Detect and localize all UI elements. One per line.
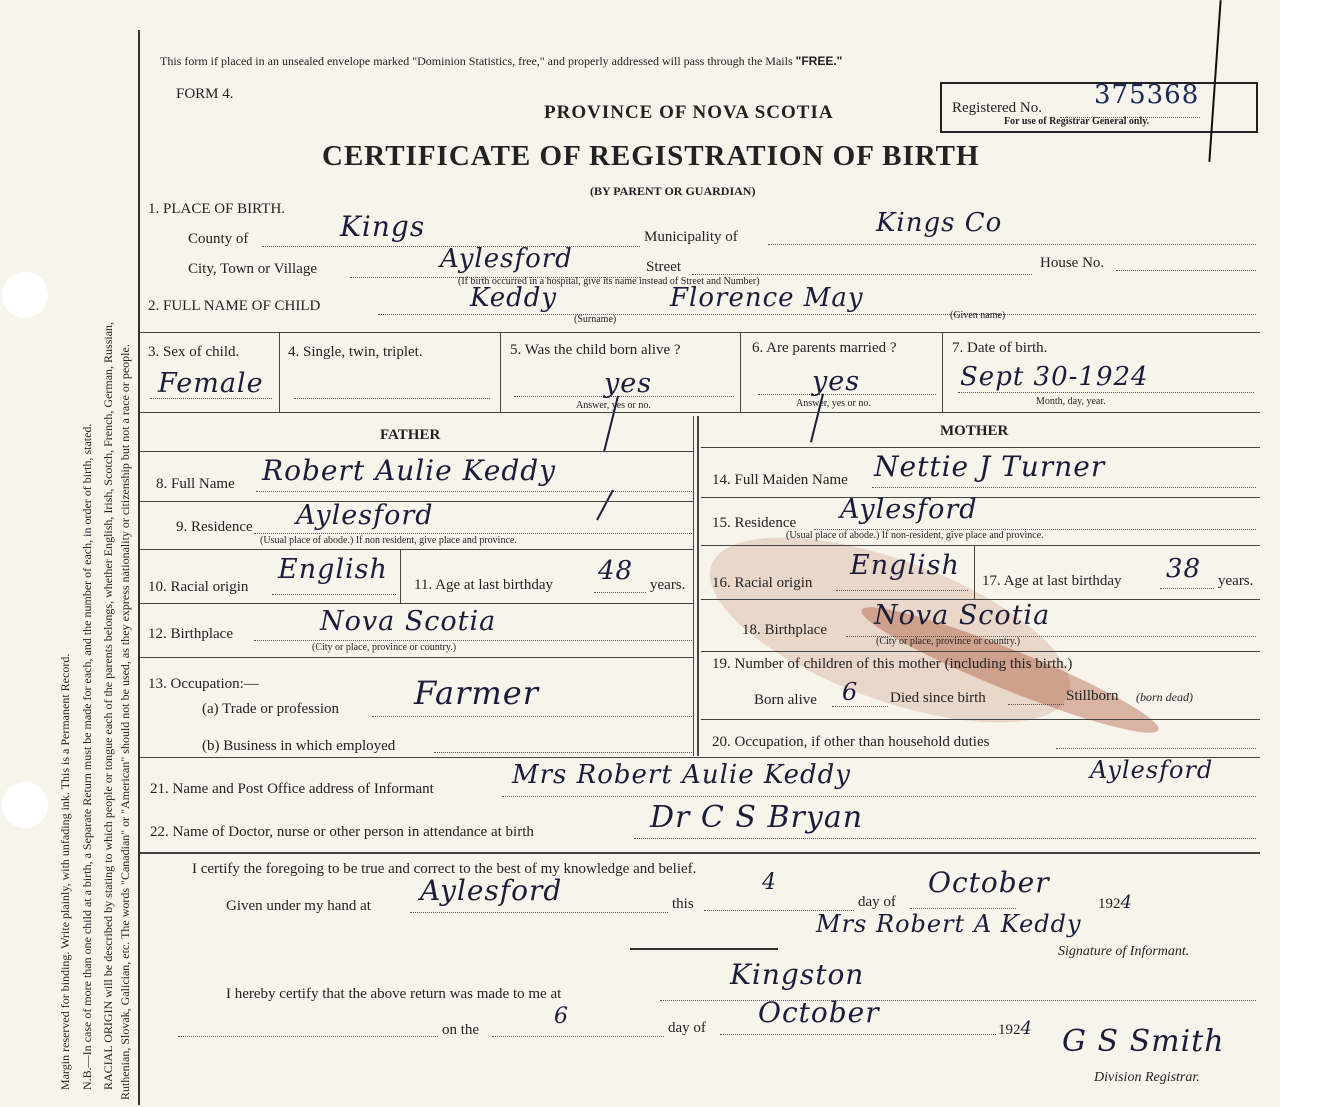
city-label: City, Town or Village <box>188 261 318 277</box>
mother-age-value: 38 <box>1166 554 1202 584</box>
father-residence-label: 9. Residence <box>176 519 253 535</box>
mother-age-label: 17. Age at last birthday <box>982 573 1122 589</box>
certify-statement: I certify the foregoing to be true and correct to the best of my knowledge and belief. <box>192 861 697 877</box>
sex-value: Female <box>158 368 264 399</box>
father-racial-origin-label: 10. Racial origin <box>148 579 249 595</box>
stillborn-label: Stillborn <box>1066 688 1119 704</box>
died-since-birth-line <box>1008 704 1064 705</box>
father-racial-origin-line <box>272 594 396 595</box>
informant-signature-label: Signature of Informant. <box>1058 944 1190 959</box>
certify-month-line <box>910 908 1016 909</box>
informant-signature: Mrs Robert A Keddy <box>816 910 1082 938</box>
form-number: FORM 4. <box>176 86 234 102</box>
parents-column-divider-inner <box>693 416 694 756</box>
child-given-name-value: Florence May <box>670 283 864 313</box>
father-age-value: 48 <box>598 556 634 586</box>
given-under-hand-label: Given under my hand at <box>226 898 371 914</box>
registrar-signature: G S Smith <box>1062 1024 1225 1059</box>
certification-rule <box>140 852 1260 854</box>
scan-edge <box>1280 0 1320 1107</box>
certificate-subtitle: (BY PARENT OR GUARDIAN) <box>590 184 756 198</box>
father-heading: FATHER <box>380 427 441 443</box>
mother-racial-origin-label: 16. Racial origin <box>712 575 813 591</box>
informant-name-value: Mrs Robert Aulie Keddy <box>512 760 851 790</box>
mother-abode-note: (Usual place of abode.) If non-resident, give place and province. <box>786 530 1044 541</box>
stillborn-note: (born dead) <box>1136 690 1193 704</box>
margin-note-nationality: Ruthenian, Slovak, Galician, etc. The words "Canadian" or "American" should not be used, as they express nationality or citizenship but not a race or people. <box>118 344 132 1100</box>
certify-day-of-label: day of <box>858 894 896 910</box>
given-place-line <box>410 912 668 913</box>
born-alive-value: yes <box>604 368 653 399</box>
father-age-years: years. <box>650 577 686 593</box>
born-alive-note: Answer, yes or no. <box>576 400 651 411</box>
father-age-line <box>594 592 646 593</box>
mother-residence-rule <box>701 545 1260 546</box>
father-birthplace-value: Nova Scotia <box>320 606 497 637</box>
mother-age-line <box>1160 588 1214 589</box>
informant-address-value: Aylesford <box>1090 756 1214 784</box>
plurality-label: 4. Single, twin, triplet. <box>288 344 423 360</box>
house-number-label: House No. <box>1040 255 1105 271</box>
parents-married-label: 6. Are parents married ? <box>752 340 897 356</box>
mother-racial-origin-value: English <box>850 550 960 581</box>
father-birthplace-rule <box>140 657 693 658</box>
mother-occupation-line <box>1056 748 1256 749</box>
mother-birthplace-value: Nova Scotia <box>874 600 1051 631</box>
father-residence-line <box>254 533 692 534</box>
father-trade-value: Farmer <box>414 674 539 712</box>
municipality-value: Kings Co <box>876 208 1003 238</box>
this-label: this <box>672 896 694 912</box>
street-line <box>692 274 1032 275</box>
mother-residence-label: 15. Residence <box>712 515 797 531</box>
registrar-day-line <box>492 1036 664 1037</box>
registrar-place-line <box>660 1000 1256 1001</box>
born-alive-count-value: 6 <box>842 678 859 706</box>
street-note: (If birth occurred in a hospital, give its name instead of Street and Number) <box>458 276 760 287</box>
mother-birthplace-rule <box>701 651 1260 652</box>
doctor-label: 22. Name of Doctor, nurse or other person in attendance at birth <box>150 824 534 840</box>
mother-residence-value: Aylesford <box>840 494 978 525</box>
father-trade-label: (a) Trade or profession <box>202 701 340 717</box>
father-abode-note: (Usual place of abode.) If non resident, give place and province. <box>260 535 517 546</box>
father-racial-rule <box>140 603 693 604</box>
parents-married-value: yes <box>812 366 861 397</box>
certificate-title: CERTIFICATE OF REGISTRATION OF BIRTH <box>322 140 980 172</box>
municipality-line <box>768 244 1256 245</box>
registrar-place-value: Kingston <box>730 958 865 991</box>
mother-name-label: 14. Full Maiden Name <box>712 472 848 488</box>
registrar-statement: I hereby certify that the above return was made to me at <box>226 986 562 1002</box>
col-divider-2 <box>500 332 501 412</box>
plurality-line <box>294 398 490 399</box>
father-birthplace-line <box>254 640 692 641</box>
father-age-divider <box>400 549 401 603</box>
father-business-line <box>434 752 692 753</box>
county-label: County of <box>188 231 249 247</box>
mother-racial-origin-line <box>836 590 968 591</box>
date-of-birth-line <box>958 392 1254 393</box>
sex-label: 3. Sex of child. <box>148 344 240 360</box>
child-surname-value: Keddy <box>470 283 558 313</box>
father-residence-value: Aylesford <box>296 500 434 531</box>
given-name-note: (Given name) <box>950 310 1006 321</box>
father-name-value: Robert Aulie Keddy <box>262 454 557 487</box>
mother-age-years: years. <box>1218 573 1254 589</box>
father-age-label: 11. Age at last birthday <box>414 577 553 593</box>
child-name-line <box>378 314 1256 315</box>
registrar-month-value: October <box>758 996 880 1029</box>
municipality-label: Municipality of <box>644 229 738 245</box>
registered-number: 375368 <box>1094 80 1200 110</box>
registered-label: Registered No. <box>952 100 1042 116</box>
province-heading: PROVINCE OF NOVA SCOTIA <box>544 102 834 123</box>
child-name-label: 2. FULL NAME OF CHILD <box>148 298 321 314</box>
father-trade-line <box>372 716 692 717</box>
doctor-line <box>634 838 1256 839</box>
row-divider-parents <box>140 412 1260 413</box>
certify-day-value: 4 <box>762 870 777 895</box>
margin-note-binding: Margin reserved for binding. Write plainly, with unfading ink. This is a Permanent Record. <box>58 653 72 1090</box>
father-birthplace-note: (City or place, province or country.) <box>312 642 457 653</box>
short-divider <box>630 948 778 950</box>
mother-birthplace-note: (City or place, province or country.) <box>876 636 1021 647</box>
born-alive-label: 5. Was the child born alive ? <box>510 342 681 358</box>
margin-rule <box>138 30 140 1105</box>
father-business-label: (b) Business in which employed <box>202 738 396 754</box>
registrar-on-the-label: on the <box>442 1022 480 1038</box>
father-residence-rule <box>140 549 693 550</box>
parents-column-divider <box>697 416 699 756</box>
mother-name-value: Nettie J Turner <box>874 450 1106 483</box>
punch-hole-bottom <box>2 782 48 828</box>
registrar-day-of-label: day of <box>668 1020 706 1036</box>
registrar-year: 1924 <box>998 1018 1033 1039</box>
margin-note-racial-origin: RACIAL ORIGIN will be described by stating to which people or tongue each of the parents belongs, whether English, Irish, Scotch, French, German, Russian, <box>101 321 115 1090</box>
mother-name-line <box>872 487 1256 488</box>
mother-occupation-label: 20. Occupation, if other than household duties <box>712 734 990 750</box>
city-value: Aylesford <box>440 244 573 274</box>
street-label: Street <box>646 259 681 275</box>
died-since-birth-label: Died since birth <box>890 690 986 706</box>
certify-month-value: October <box>928 866 1050 899</box>
doctor-value: Dr C S Bryan <box>650 800 864 835</box>
parents-married-note: Answer, yes or no. <box>796 398 871 409</box>
informant-label: 21. Name and Post Office address of Informant <box>150 781 434 797</box>
father-heading-rule <box>140 451 693 452</box>
registrar-lead-line <box>178 1036 438 1037</box>
registrar-month-line <box>720 1034 996 1035</box>
registrar-day-value: 6 <box>554 1004 569 1029</box>
date-of-birth-value: Sept 30-1924 <box>960 362 1149 392</box>
mother-heading: MOTHER <box>940 423 1009 439</box>
margin-note-multiple-births: N.B.—In case of more than one child at a birth, a Separate Return must be made for each, and the number of each, in order of birth, stated. <box>80 423 94 1090</box>
county-value: Kings <box>340 210 426 243</box>
place-of-birth-heading: 1. PLACE OF BIRTH. <box>148 201 286 217</box>
punch-hole-top <box>2 272 48 318</box>
given-place-value: Aylesford <box>420 874 563 907</box>
mother-children-rule <box>701 719 1260 720</box>
mail-note: This form if placed in an unsealed envelope marked "Dominion Statistics, free," and properly addressed will pass through the Mails "FREE." <box>160 54 843 68</box>
born-alive-count-line <box>832 706 888 707</box>
col-divider-4 <box>942 332 943 412</box>
date-of-birth-note: Month, day, year. <box>1036 396 1106 407</box>
born-alive-count-label: Born alive <box>754 692 817 708</box>
house-number-line <box>1116 270 1256 271</box>
registrar-use-note: For use of Registrar General only. <box>1004 116 1150 127</box>
father-birthplace-label: 12. Birthplace <box>148 626 233 642</box>
certify-year: 1924 <box>1098 892 1133 913</box>
mother-name-rule <box>701 497 1260 498</box>
mother-age-divider <box>974 545 975 599</box>
col-divider-1 <box>279 332 280 412</box>
father-racial-origin-value: English <box>278 554 388 585</box>
mother-birthplace-label: 18. Birthplace <box>742 622 827 638</box>
surname-note: (Surname) <box>574 314 617 325</box>
col-divider-3 <box>740 332 741 412</box>
registrar-signature-label: Division Registrar. <box>1094 1070 1200 1085</box>
mother-children-label: 19. Number of children of this mother (including this birth.) <box>712 656 1073 672</box>
informant-line <box>502 796 1256 797</box>
date-of-birth-label: 7. Date of birth. <box>952 340 1048 356</box>
father-name-line <box>256 491 692 492</box>
father-occupation-label: 13. Occupation:— <box>148 676 259 692</box>
row-divider-top <box>140 332 1260 333</box>
father-name-label: 8. Full Name <box>156 476 235 492</box>
mother-heading-rule <box>701 447 1260 448</box>
